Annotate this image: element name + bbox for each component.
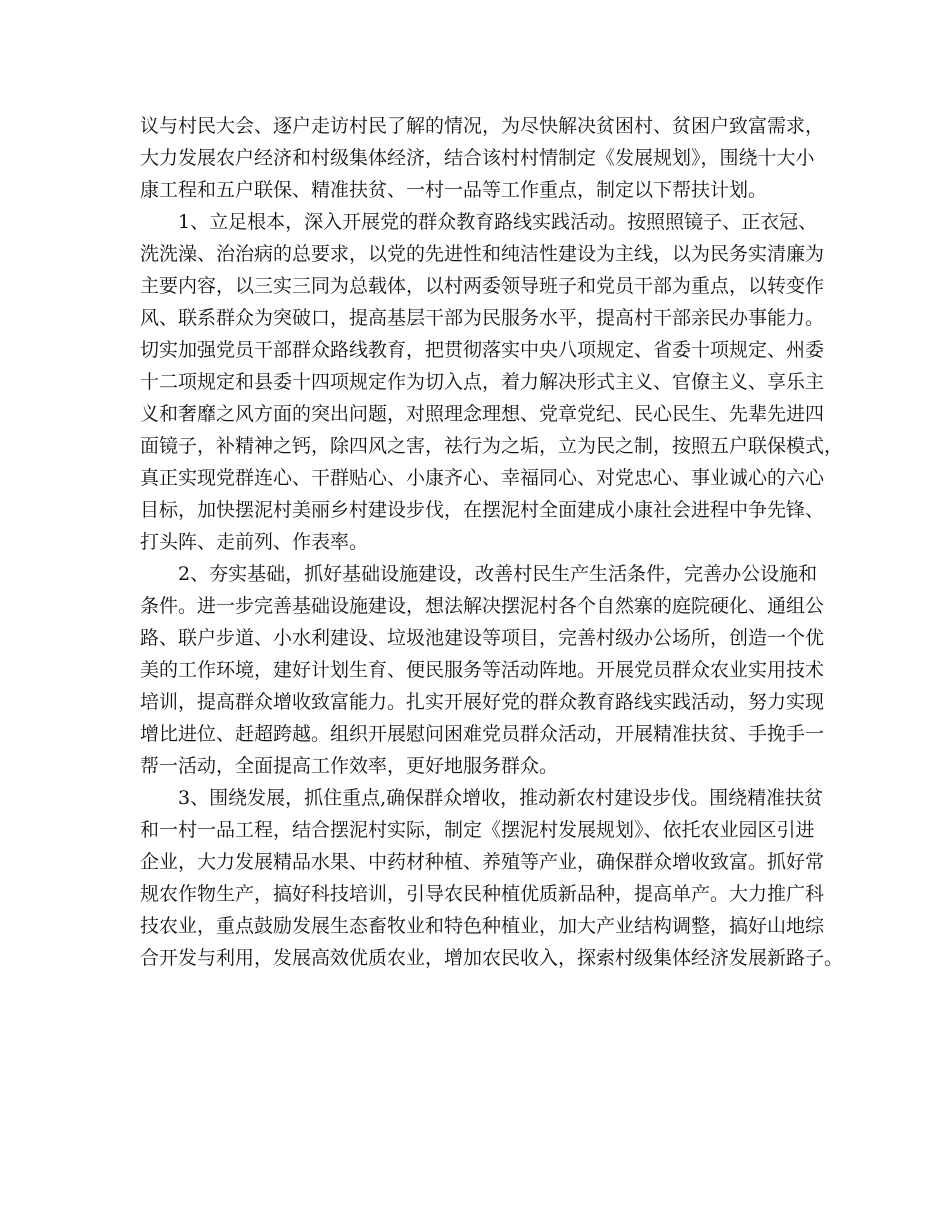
text-line: 风、联系群众为突破口，提高基层干部为民服务水平，提高村干部亲民办事能力。 bbox=[140, 307, 825, 329]
text-line: 培训，提高群众增收致富能力。扎实开展好党的群众教育路线实践活动，努力实现 bbox=[140, 691, 825, 713]
text-line: 洗洗澡、治治病的总要求，以党的先进性和纯洁性建设为主线，以为民务实清廉为 bbox=[140, 243, 825, 265]
text-line: 路、联户步道、小水利建设、垃圾池建设等项目，完善村级办公场所，创造一个优 bbox=[140, 627, 825, 649]
paragraph-item-2 bbox=[140, 558, 830, 782]
text-line: 康工程和五户联保、精准扶贫、一村一品等工作重点，制定以下帮扶计划。 bbox=[140, 179, 768, 201]
text-line-first: 3、围绕发展，抓住重点,确保群众增收，推动新农村建设步伐。围绕精准扶贫 bbox=[178, 787, 824, 809]
text-line: 条件。进一步完善基础设施建设，想法解决摆泥村各个自然寨的庭院硬化、通组公 bbox=[140, 595, 825, 617]
document-body bbox=[140, 110, 844, 974]
text-line: 真正实现党群连心、干群贴心、小康齐心、幸福同心、对党忠心、事业诚心的六心 bbox=[140, 467, 825, 489]
text-line: 切实加强党员干部群众路线教育，把贯彻落实中央八项规定、省委十项规定、州委 bbox=[140, 339, 825, 361]
text-line: 和一村一品工程，结合摆泥村实际，制定《摆泥村发展规划》、依托农业园区引进 bbox=[140, 819, 815, 841]
text-line: 打头阵、走前列、作表率。 bbox=[140, 531, 369, 553]
text-line: 义和奢靡之风方面的突出问题，对照理念理想、党章党纪、民心民生、先辈先进四 bbox=[140, 403, 825, 425]
paragraph-item-3 bbox=[140, 782, 844, 974]
text-line: 大力发展农户经济和村级集体经济，结合该村村情制定《发展规划》，围绕十大小 bbox=[140, 147, 815, 169]
text-line: 技农业，重点鼓励发展生态畜牧业和特色种植业，加大产业结构调整，搞好山地综 bbox=[140, 915, 825, 937]
paragraph-item-1 bbox=[140, 206, 844, 558]
text-line: 面镜子，补精神之钙，除四风之害，祛行为之垢，立为民之制，按照五户联保模式， bbox=[140, 435, 844, 457]
text-line: 议与村民大会、逐户走访村民了解的情况，为尽快解决贫困村、贫困户致富需求， bbox=[140, 115, 825, 137]
text-line: 目标，加快摆泥村美丽乡村建设步伐，在摆泥村全面建成小康社会进程中争先锋、 bbox=[140, 499, 825, 521]
text-line: 规农作物生产，搞好科技培训，引导农民种植优质新品种，提高单产。大力推广科 bbox=[140, 883, 825, 905]
text-line: 帮一活动，全面提高工作效率，更好地服务群众。 bbox=[140, 755, 559, 777]
text-line: 十二项规定和县委十四项规定作为切入点，着力解决形式主义、官僚主义、享乐主 bbox=[140, 371, 825, 393]
text-line: 合开发与利用，发展高效优质农业，增加农民收入，探索村级集体经济发展新路子。 bbox=[140, 947, 844, 969]
text-line: 增比进位、赶超跨越。组织开展慰问困难党员群众活动，开展精准扶贫、手挽手一 bbox=[140, 723, 825, 745]
text-line: 美的工作环境，建好计划生育、便民服务等活动阵地。开展党员群众农业实用技术 bbox=[140, 659, 825, 681]
text-line-first: 2、夯实基础，抓好基础设施建设，改善村民生产生活条件，完善办公设施和 bbox=[178, 563, 818, 585]
text-line-first: 1、立足根本，深入开展党的群众教育路线实践活动。按照照镜子、正衣冠、 bbox=[178, 211, 818, 233]
text-line: 主要内容，以三实三同为总载体，以村两委领导班子和党员干部为重点，以转变作 bbox=[140, 275, 825, 297]
paragraph-intro-continuation bbox=[140, 110, 830, 206]
text-line: 企业，大力发展精品水果、中药材种植、养殖等产业，确保群众增收致富。抓好常 bbox=[140, 851, 825, 873]
